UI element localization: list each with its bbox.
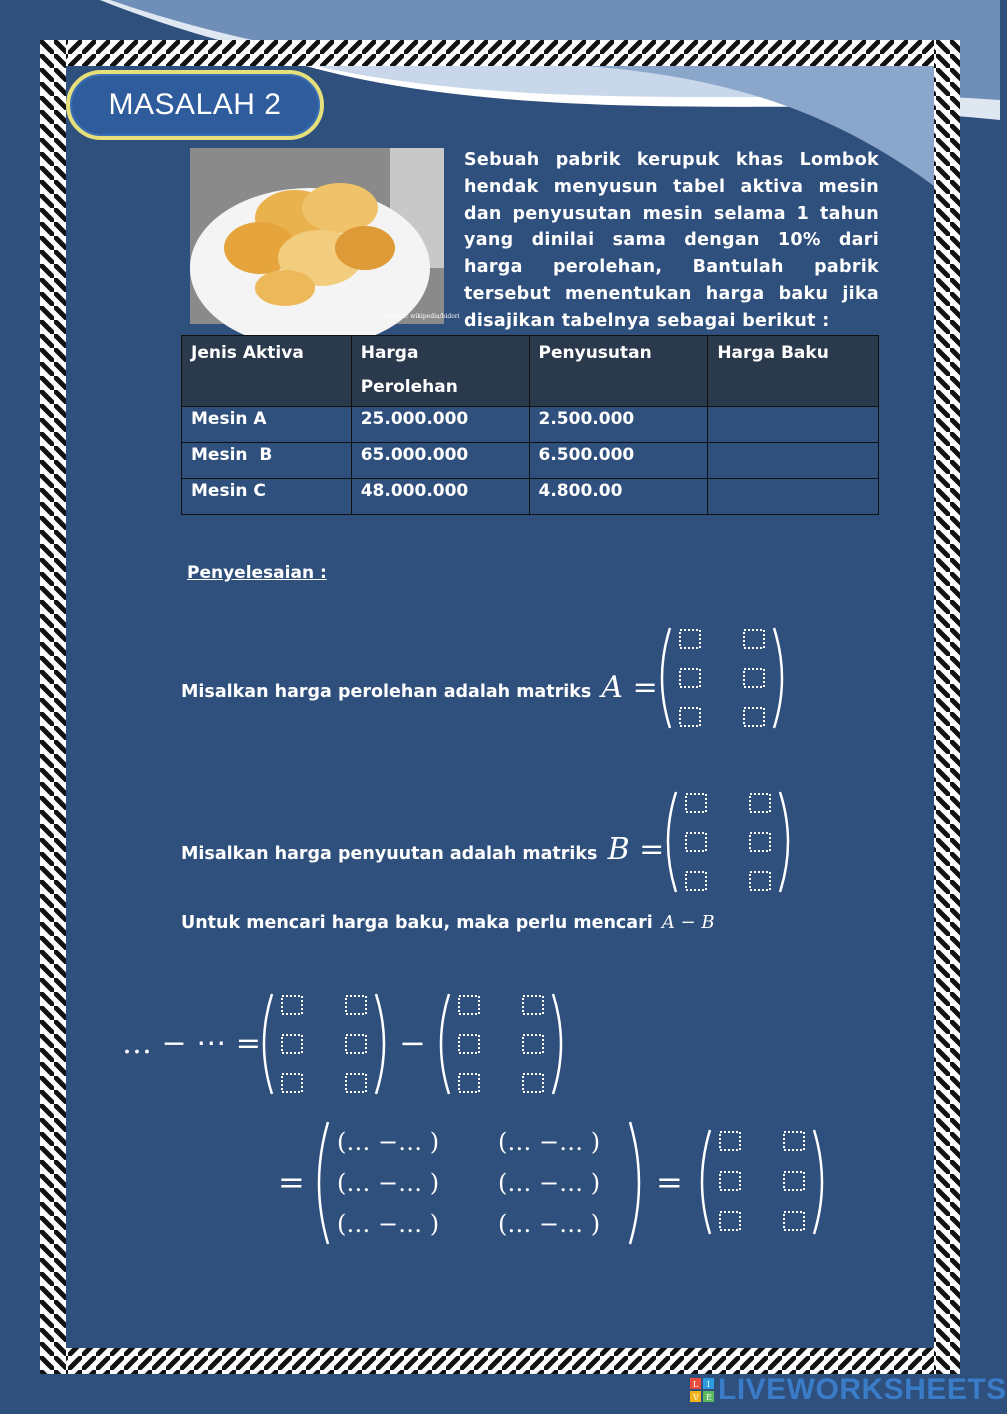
table-row (182, 443, 879, 479)
result-blank[interactable] (784, 1212, 804, 1230)
result-blank[interactable] (784, 1172, 804, 1190)
harga-baku-input[interactable] (708, 407, 879, 443)
matrix-blank[interactable] (346, 1035, 366, 1053)
equation-lhs: … − ⋯ = (122, 1026, 261, 1061)
logo-letter: V (693, 1393, 699, 1402)
matrix-blank[interactable] (282, 1074, 302, 1092)
matrix-b-blank[interactable] (750, 833, 770, 851)
a-minus-b: A − B (661, 912, 715, 933)
matrix-b-blank[interactable] (750, 794, 770, 812)
cell: 2.500.000 (529, 407, 708, 443)
cell: Mesin C (182, 479, 352, 515)
matrix-a-blank[interactable] (680, 630, 700, 648)
expr-r1c1[interactable]: (… −… ) (337, 1128, 440, 1156)
symbol-a: A = (601, 670, 658, 705)
line-matrix-a (181, 670, 658, 705)
matrix-blank[interactable] (282, 996, 302, 1014)
result-blank[interactable] (720, 1172, 740, 1190)
line-c-text: Untuk mencari harga baku, maka perlu mencari (181, 913, 653, 933)
cell: 48.000.000 (351, 479, 529, 515)
expr-r1c2[interactable]: (… −… ) (498, 1128, 601, 1156)
matrix-blank[interactable] (523, 1074, 543, 1092)
result-blank[interactable] (784, 1132, 804, 1150)
problem-text: Sebuah pabrik kerupuk khas Lombok hendak menyusun tabel aktiva mesin dan penyusutan mesin selama 1 tahun yang dinilai sama dengan 10% dari harga perolehan, Bantulah pabrik tersebut menentukan harga baku jika disajikan tabelnya sebagai berikut : (464, 150, 879, 331)
equals-sign-2: = (656, 1163, 683, 1201)
aktiva-table (181, 335, 879, 515)
matrix-blank[interactable] (459, 996, 479, 1014)
harga-baku-input[interactable] (708, 479, 879, 515)
liveworksheets-logo-icon (690, 1378, 714, 1402)
matrix-b-blank[interactable] (686, 794, 706, 812)
matrix-blank[interactable] (523, 996, 543, 1014)
header-harga-baku: Harga Baku (708, 336, 879, 407)
logo-letter: E (706, 1393, 712, 1402)
table-row (182, 407, 879, 443)
cell: 65.000.000 (351, 443, 529, 479)
equals-sign-1: = (278, 1163, 305, 1201)
header-harga-perolehan: Harga Perolehan (351, 336, 529, 407)
line-b-text: Misalkan harga penyuutan adalah matriks (181, 844, 598, 864)
matrix-a-blank[interactable] (744, 669, 764, 687)
expr-r2c1[interactable]: (… −… ) (337, 1169, 440, 1197)
expr-r3c2[interactable]: (… −… ) (498, 1210, 601, 1238)
header-jenis: Jenis Aktiva (182, 336, 352, 407)
cell: Mesin A (182, 407, 352, 443)
matrix-blank[interactable] (346, 1074, 366, 1092)
matrix-a-blank[interactable] (744, 708, 764, 726)
page-title: MASALAH 2 (66, 70, 324, 140)
matrix-a-blank[interactable] (680, 669, 700, 687)
watermark-brand: LIVEWORKSHEETS (718, 1373, 1007, 1406)
minus-sign: − (399, 1024, 426, 1062)
kerupuk-photo (190, 148, 460, 324)
liveworksheets-watermark (690, 1374, 1007, 1406)
matrix-b-blank[interactable] (686, 872, 706, 890)
harga-baku-input[interactable] (708, 443, 879, 479)
matrix-b (658, 788, 798, 896)
matrix-b-blank[interactable] (750, 872, 770, 890)
matrix-blank[interactable] (459, 1035, 479, 1053)
expr-r3c1[interactable]: (… −… ) (337, 1210, 440, 1238)
matrix-blank[interactable] (459, 1074, 479, 1092)
matrix-a-blank[interactable] (680, 708, 700, 726)
matrix-blank[interactable] (346, 996, 366, 1014)
logo-letter: L (693, 1380, 699, 1389)
header-penyusutan: Penyusutan (529, 336, 708, 407)
result-blank[interactable] (720, 1132, 740, 1150)
solution-heading: Penyelesaian : (187, 563, 327, 583)
result-blank[interactable] (720, 1212, 740, 1230)
cell: Mesin B (182, 443, 352, 479)
table-row (182, 479, 879, 515)
difference-matrix (312, 1118, 646, 1248)
matrix-right (431, 990, 571, 1098)
line-matrix-b (181, 832, 664, 867)
expr-r2c2[interactable]: (… −… ) (498, 1169, 601, 1197)
matrix-a-blank[interactable] (744, 630, 764, 648)
table-header-row (182, 336, 879, 407)
line-a-minus-b (181, 912, 715, 933)
matrix-blank[interactable] (523, 1035, 543, 1053)
result-matrix (692, 1126, 832, 1238)
matrix-left (254, 990, 394, 1098)
matrix-a (652, 624, 792, 732)
logo-letter: I (707, 1380, 711, 1389)
matrix-blank[interactable] (282, 1035, 302, 1053)
cell: 4.800.00 (529, 479, 708, 515)
cell: 6.500.000 (529, 443, 708, 479)
line-a-text: Misalkan harga perolehan adalah matriks (181, 682, 592, 702)
matrix-b-blank[interactable] (686, 833, 706, 851)
photo-caption: source: wikipedia/bidori (386, 313, 460, 320)
symbol-b: B = (607, 832, 665, 867)
cell: 25.000.000 (351, 407, 529, 443)
